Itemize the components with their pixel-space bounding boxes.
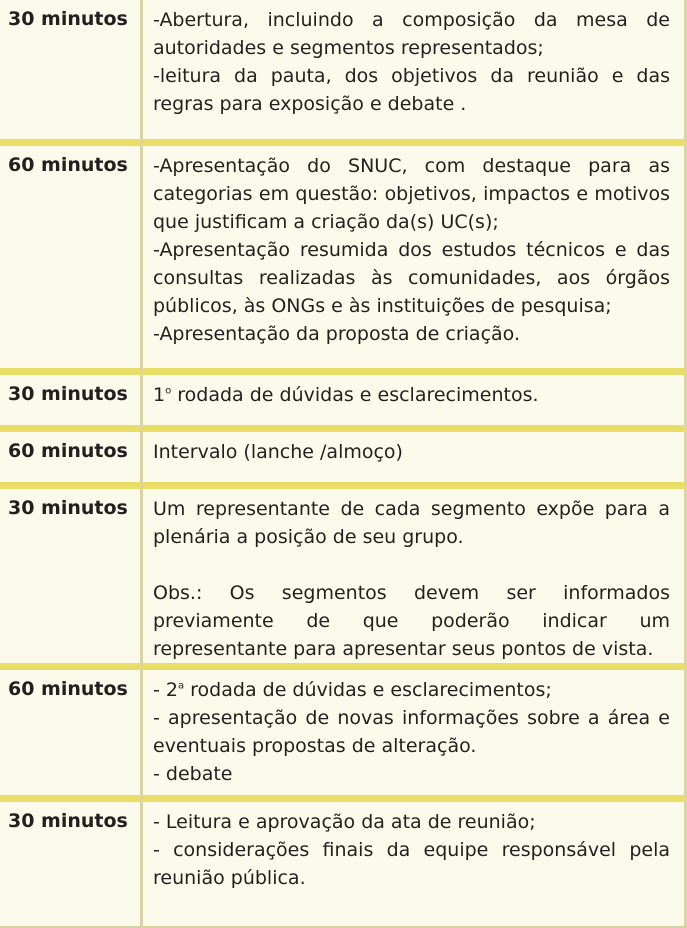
duration-cell: 30 minutos (0, 489, 143, 670)
duration-cell: 30 minutos (0, 375, 143, 432)
line-text: rodada de dúvidas e esclarecimentos; (184, 679, 552, 701)
description-cell (143, 0, 687, 146)
description-line: - Leitura e aprovação da ata de reunião; (153, 811, 536, 833)
duration-cell: 30 minutos (0, 0, 143, 146)
schedule-row (0, 375, 687, 432)
line-text: rodada de dúvidas e esclarecimentos. (171, 384, 539, 406)
description-line: - apresentação de novas informações sobre a área e eventuais propostas de alteração. (153, 707, 670, 757)
description-cell (143, 375, 687, 432)
description-line: Um representante de cada segmento expõe para a plenária a posição de seu grupo. (153, 498, 670, 548)
description-cell (143, 146, 687, 375)
schedule-row (0, 432, 687, 489)
description-line: -Apresentação da proposta de criação. (153, 323, 520, 345)
description-line: - considerações finais da equipe responsável pela reunião pública. (153, 839, 670, 889)
description-cell (143, 432, 687, 489)
ordinal-indicator: a (177, 680, 185, 692)
description-line (153, 381, 670, 409)
description-line: - debate (153, 763, 233, 785)
description-cell (143, 670, 687, 802)
description-line: -leitura da pauta, dos objetivos da reunião e das regras para exposição e debate . (153, 65, 670, 115)
description-line: Obs.: Os segmentos devem ser informados previamente de que poderão indicar um representante para apresentar seus pontos de vista. (153, 582, 670, 660)
schedule-row (0, 0, 687, 146)
spacer (153, 551, 670, 579)
description-line (153, 676, 670, 704)
schedule-row (0, 802, 687, 926)
description-cell (143, 802, 687, 926)
description-line: Intervalo (lanche /almoço) (153, 441, 403, 463)
duration-cell: 60 minutos (0, 432, 143, 489)
description-cell (143, 489, 687, 670)
description-line: -Apresentação do SNUC, com destaque para as categorias em questão: objetivos, impactos e motivos que justificam a criação da(s) UC(s); (153, 155, 670, 233)
ordinal-indicator: o (165, 385, 172, 397)
description-line: -Apresentação resumida dos estudos técnicos e das consultas realizadas às comunidades, aos órgãos públicos, às ONGs e às instituições de pesquisa; (153, 239, 670, 317)
duration-cell: 60 minutos (0, 146, 143, 375)
ordinal-number: 1 (153, 384, 166, 406)
schedule-row (0, 489, 687, 670)
schedule-row (0, 670, 687, 802)
duration-cell: 60 minutos (0, 670, 143, 802)
duration-cell: 30 minutos (0, 802, 143, 926)
description-line: -Abertura, incluindo a composição da mesa de autoridades e segmentos representados; (153, 9, 670, 59)
schedule-row (0, 146, 687, 375)
ordinal-number: - 2 (153, 679, 178, 701)
